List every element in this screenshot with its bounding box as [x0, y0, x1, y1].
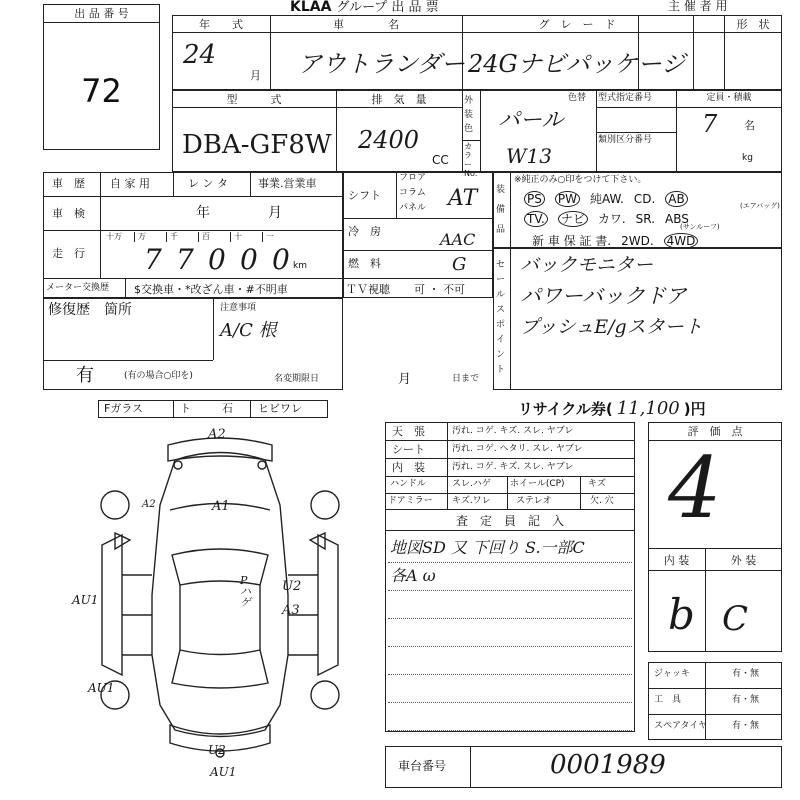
damage-left-rear: AU1 — [88, 681, 115, 695]
equipment-sunroof-note: (サンルーフ) — [680, 223, 720, 231]
displacement-value: 2400 — [358, 126, 420, 154]
condition-row-options: 汚れ. コゲ. キズ. スレ. ヤブレ — [452, 426, 574, 436]
damage-left-fender: A2 — [142, 499, 156, 510]
shift-panel: パネル — [399, 203, 427, 213]
mileage-digit: 0 — [208, 243, 226, 276]
equipment-item: ABS — [665, 212, 689, 226]
equipment-item: SR. — [635, 212, 655, 226]
name-change-label: 名変期限日 — [274, 374, 320, 384]
exterior-label: 外 装 — [730, 554, 757, 567]
equipment-item: 4WD — [664, 233, 699, 249]
handle-options: スレ.ハゲ — [452, 479, 491, 489]
tool-label: スペアタイヤ — [654, 721, 708, 731]
damage-rear-bottom: AU1 — [210, 765, 237, 779]
history-private: 自 家 用 — [110, 177, 150, 190]
equipment-row-2 — [524, 210, 699, 227]
repair-value: 有 — [76, 365, 94, 386]
equipment-item: AB — [665, 191, 687, 207]
glass-label: Fガラス — [104, 402, 143, 415]
rating-score: 4 — [668, 439, 722, 537]
meter-options: $交換車・*改ざん車・#不明車 — [134, 283, 288, 296]
mileage-digit: 0 — [240, 243, 258, 276]
equipment-item: カワ. — [597, 212, 626, 226]
damage-hood: A1 — [212, 499, 230, 514]
sales-points-label: セールスポイント — [496, 260, 506, 375]
shape-label: 形 状 — [736, 18, 770, 31]
tv-options: 可 ・ 不可 — [414, 283, 465, 296]
equipment-item: ナビ — [558, 211, 588, 227]
equipment-row-3 — [532, 232, 708, 249]
stereo-label: ステレオ — [516, 496, 552, 506]
interior-label: 内 装 — [663, 554, 690, 567]
capacity-value: 7 — [702, 110, 718, 138]
capacity-unit: 名 — [744, 119, 755, 132]
mileage-digit: 7 — [144, 243, 162, 276]
equipment-item: CD. — [633, 192, 656, 206]
inspection-month: 月 — [268, 205, 282, 221]
ac-label: 冷 房 — [348, 225, 381, 238]
fuel-value: G — [452, 254, 467, 275]
notes-label: 注意事項 — [220, 303, 257, 313]
equipment-note: ※純正のみ○印をつけて下さい。 — [514, 175, 647, 185]
capacity-label: 定員・積載 — [706, 93, 752, 103]
inspection-label: 車 検 — [52, 207, 85, 220]
tool-value: 有・無 — [732, 721, 760, 731]
glass-option-2: 石 — [222, 402, 233, 415]
mileage-digit-label: 一 — [266, 232, 274, 241]
repair-label: 修復歴 箇所 — [48, 302, 132, 318]
condition-row-options: 汚れ. コゲ. キズ. スレ. ヤブレ — [452, 462, 574, 472]
history-business: 事業.営業車 — [258, 177, 317, 190]
wheel-label: ホイール(CP) — [510, 479, 565, 489]
equipment-item: PS — [524, 191, 545, 207]
condition-row-options: 汚れ. コゲ. ヘタリ. スレ. ヤブレ — [452, 444, 583, 454]
color-no-label: カラーNo. — [464, 142, 478, 178]
equipment-item: 2WD. — [621, 234, 654, 248]
mirror-label: ドアミラー — [388, 496, 433, 506]
glass-option-3: ヒビワレ — [258, 402, 302, 415]
tool-value: 有・無 — [732, 669, 760, 679]
mileage-digit-label: 百 — [202, 232, 210, 241]
name-change-month: 月 — [398, 372, 412, 387]
mileage-digit-label: 千 — [170, 232, 178, 241]
inspection-year: 年 — [196, 205, 210, 221]
shift-floor: フロア — [399, 173, 427, 183]
condition-row-label: 内 装 — [392, 461, 425, 474]
load-unit: kg — [742, 153, 753, 163]
color-value: パール — [498, 108, 564, 133]
year-label: 年 式 — [199, 18, 243, 31]
wheel-value: キズ — [588, 479, 606, 489]
tv-label: ＴＶ視聴 — [346, 283, 390, 296]
car-diagram — [60, 425, 380, 785]
interior-grade: b — [668, 590, 695, 639]
history-label: 車 歴 — [52, 177, 85, 190]
tool-value: 有・無 — [732, 695, 760, 705]
inspector-line-2: 各A ω — [390, 566, 436, 585]
mileage-digit-label: 十 — [234, 232, 242, 241]
equipment-label: 装備品 — [496, 185, 506, 235]
damage-left-front: AU1 — [72, 593, 99, 607]
exterior-grade: C — [722, 599, 749, 639]
fuel-label: 燃 料 — [348, 257, 381, 270]
shift-label: シフト — [348, 189, 381, 202]
equipment-item: PW — [555, 191, 580, 207]
mileage-unit: km — [293, 261, 307, 271]
mileage-digit-label: 十万 — [106, 232, 122, 241]
rating-label: 評 価 点 — [687, 425, 743, 438]
glass-option-1: ト — [180, 402, 191, 415]
exterior-color-label: 外装色 — [464, 96, 474, 134]
type-label: 型 式 — [226, 93, 282, 106]
damage-right-rear-door: A3 — [282, 603, 300, 618]
shift-column: コラム — [399, 188, 426, 198]
name-change-day: 日まで — [452, 374, 480, 384]
tool-label: 工 具 — [654, 695, 682, 705]
recycle-row: リサイクル券( 11,100 )円 — [518, 398, 706, 419]
handle-label: ハンドル — [390, 479, 427, 489]
year-month-unit: 月 — [250, 69, 261, 82]
car-name-label: 車 名 — [333, 18, 399, 31]
mirror-options: キズ.ワレ — [452, 496, 491, 506]
condition-row-label: 天 張 — [392, 425, 425, 438]
model-code-value: DBA-GF8W — [182, 130, 332, 160]
mileage-digit: 7 — [176, 243, 194, 276]
equipment-row-1 — [524, 190, 698, 207]
equipment-item: 新 車 保 証 書. — [532, 234, 612, 248]
lot-number: 72 — [81, 72, 122, 110]
organizer-label: 主 催 者 用 — [668, 0, 728, 13]
history-rental: レ ン タ — [188, 177, 228, 190]
class-no-label: 類別区分番号 — [598, 135, 653, 145]
equipment-item: TV. — [524, 211, 548, 227]
recycle-value: 11,100 — [616, 398, 680, 419]
color-code-value: W13 — [506, 144, 553, 168]
sales-point-1: バックモニター — [520, 254, 654, 276]
history-section — [43, 172, 343, 298]
sales-point-3: プッシュE/gスタート — [520, 316, 703, 338]
inspector-label: 査 定 員 記 入 — [455, 514, 564, 528]
repair-note: (有の場合○印を) — [124, 371, 193, 381]
damage-door-note: P ハゲ — [240, 574, 251, 609]
notes-value: A/C 根 — [220, 320, 277, 341]
lot-number-label: 出 品 番 号 — [74, 7, 129, 20]
spec-no-label: 型式指定番号 — [598, 93, 653, 103]
grade-label: グ レ ー ド — [538, 18, 616, 31]
inspector-line-1: 地図SD 又 下回り S.一部C — [390, 538, 585, 557]
damage-right-door: U2 — [282, 579, 302, 594]
mileage-label: 走 行 — [52, 247, 85, 260]
grade-value: 24Gナビパッケージ — [468, 50, 686, 78]
condition-row-label: シート — [392, 443, 425, 456]
ac-value: AAC — [440, 230, 476, 249]
form-title: KLAA グループ 出 品 票 — [290, 0, 439, 15]
chassis-value: 0001989 — [550, 750, 666, 780]
chassis-label: 車台番号 — [398, 759, 447, 773]
sales-point-2: パワーバックドア — [520, 284, 687, 308]
shift-value: AT — [448, 186, 478, 211]
year-value: 24 — [183, 40, 217, 70]
car-name-value: アウトランダー — [298, 50, 466, 78]
mileage-digit-label: 万 — [138, 232, 146, 241]
tool-label: ジャッキ — [654, 669, 690, 679]
meter-label: メーター交換歴 — [46, 283, 110, 293]
mileage-digit: 0 — [272, 243, 290, 276]
displacement-unit: CC — [432, 153, 449, 167]
color-change-label: 色替 — [568, 93, 587, 103]
damage-front: A2 — [208, 427, 226, 442]
equipment-airbag-note: (エアバッグ) — [740, 202, 780, 210]
displacement-label: 排 気 量 — [371, 93, 427, 106]
stereo-options: 欠. 穴 — [590, 496, 614, 506]
damage-rear: U2 — [208, 743, 226, 757]
equipment-item: 純AW. — [589, 192, 624, 206]
